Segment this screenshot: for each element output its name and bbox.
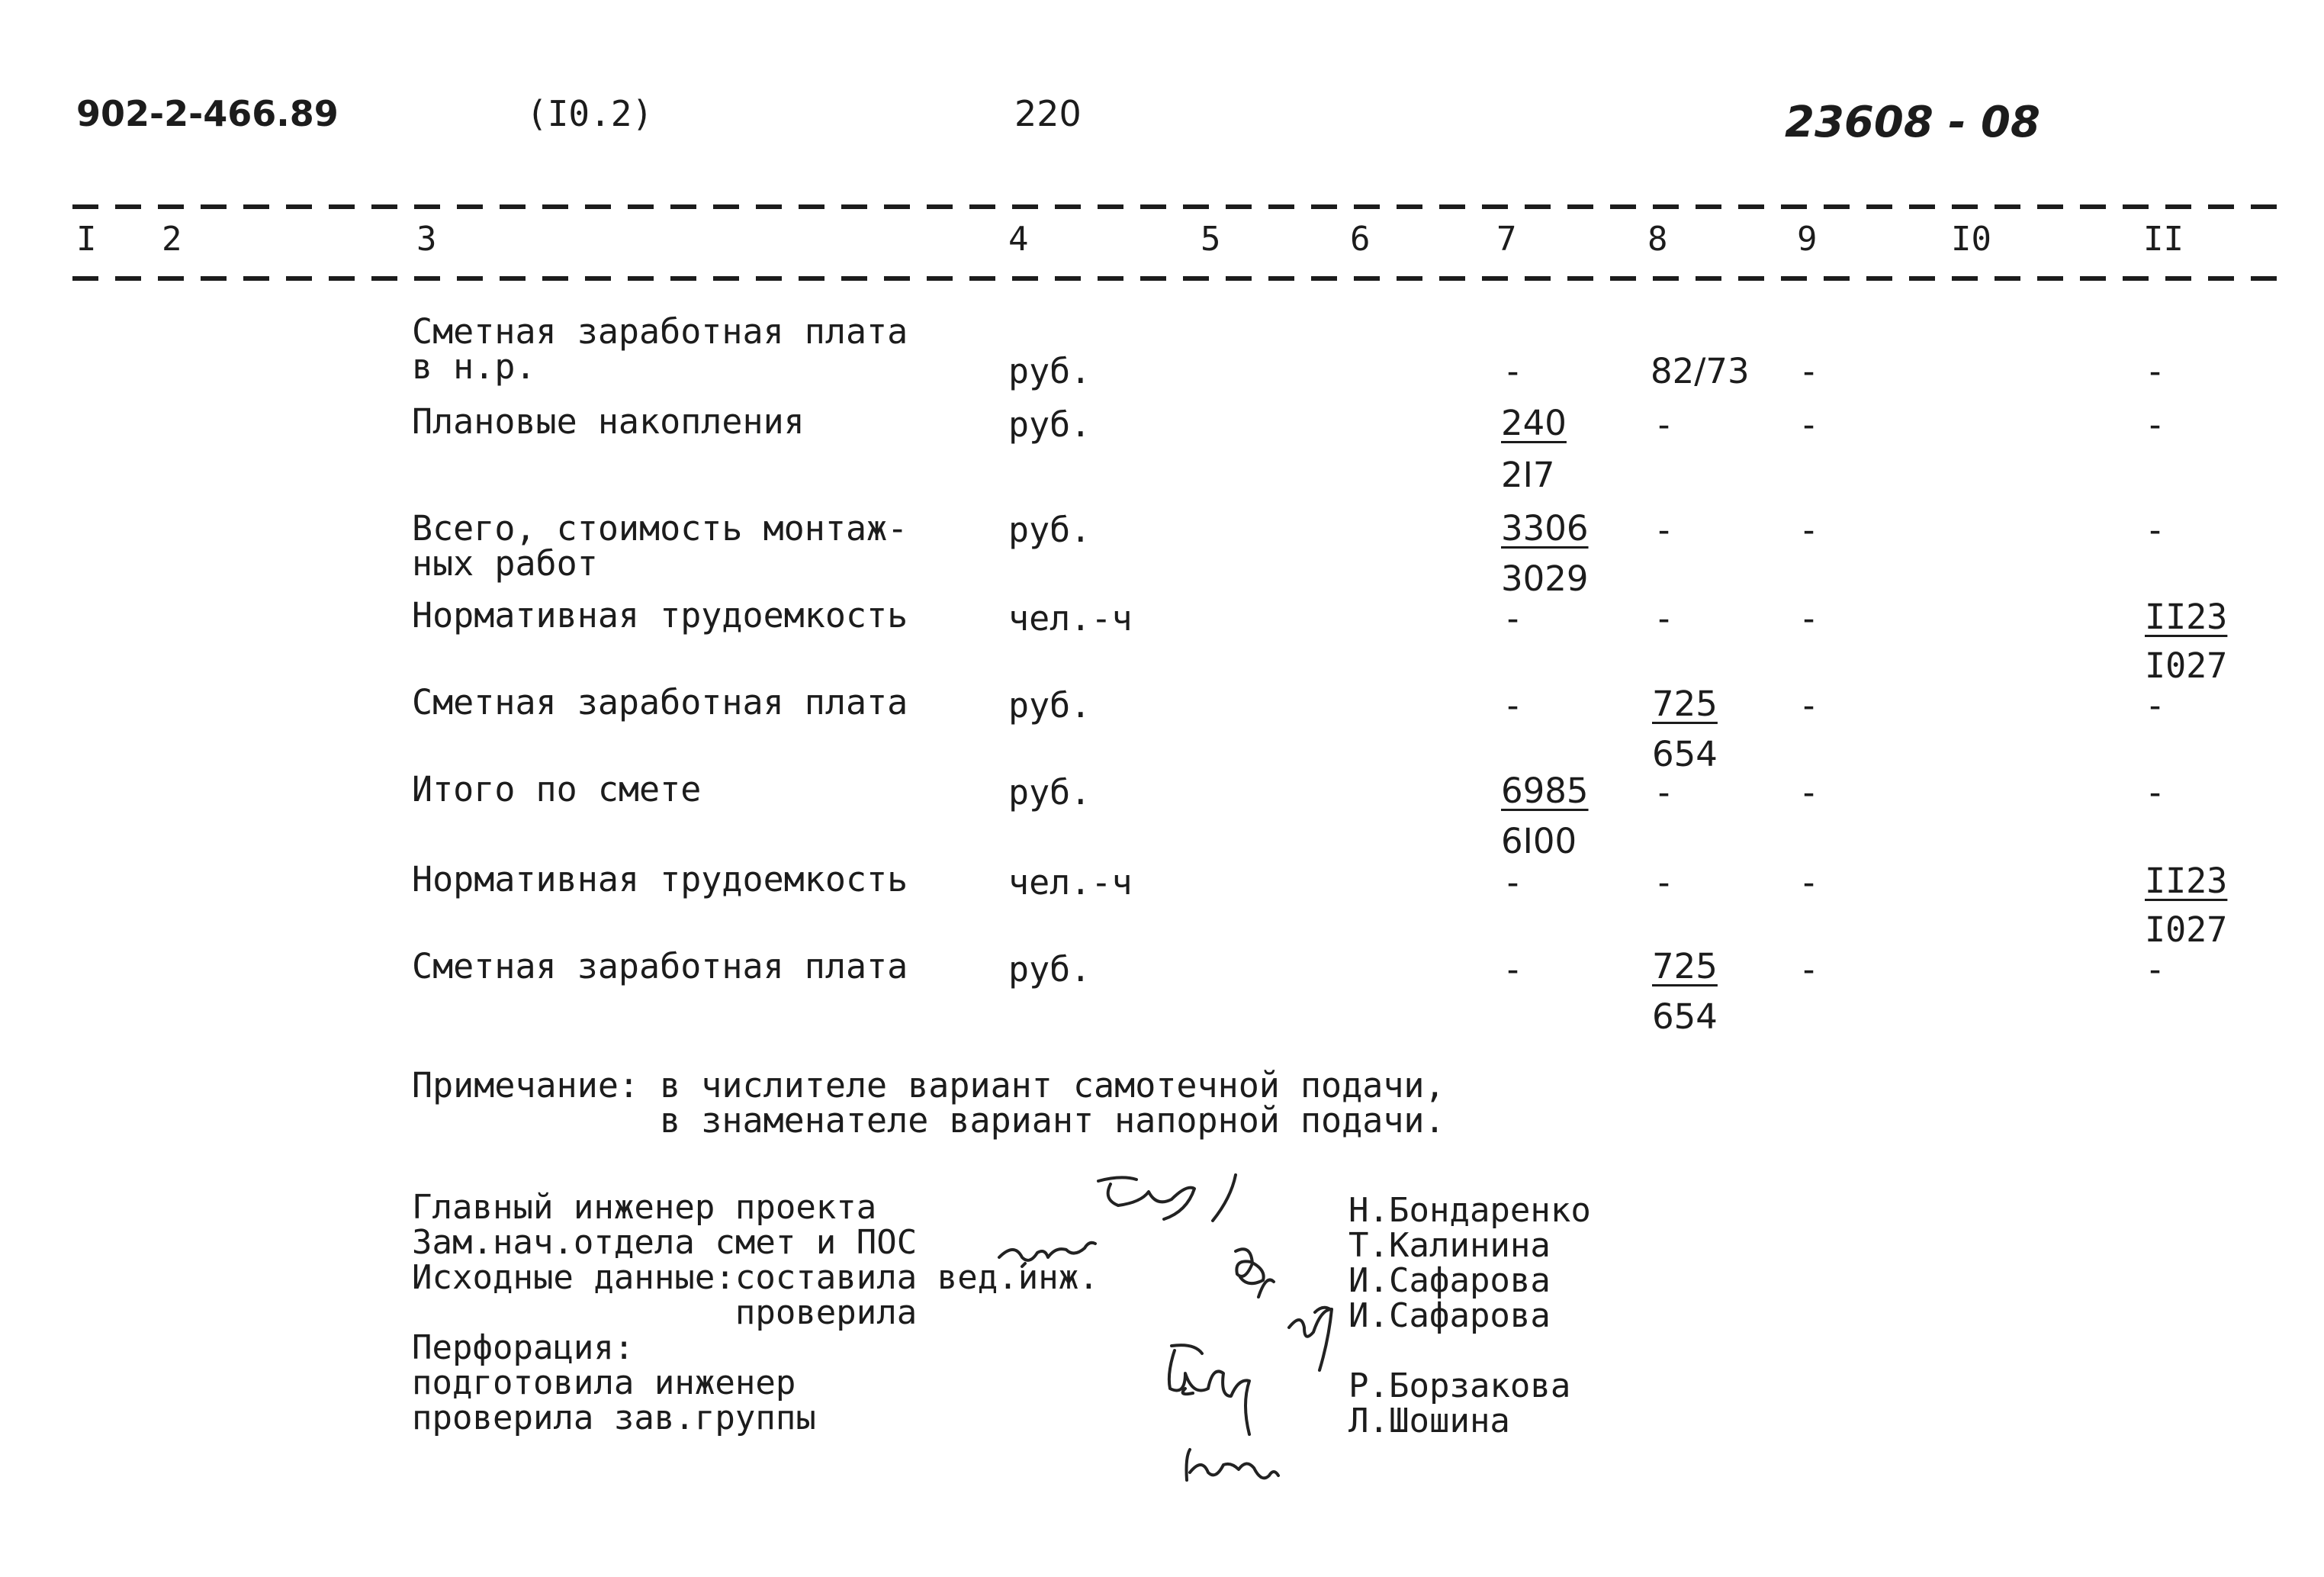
- col7-numerator: 6985: [1501, 771, 1589, 811]
- col11-cell: -: [2145, 685, 2166, 726]
- col8-cell: 82/73: [1651, 351, 1750, 391]
- col7-numerator: 240: [1501, 403, 1567, 443]
- col9-cell: -: [1798, 404, 1820, 445]
- column-5: 5: [1201, 220, 1221, 259]
- note-text: Примечание: в числителе вариант самотечной подачи, в знаменателе вариант напорной подачи.: [412, 1065, 1445, 1141]
- col8-numerator: 725: [1652, 684, 1718, 724]
- col11-cell: -: [2145, 404, 2166, 445]
- col8-cell: -: [1654, 862, 1675, 903]
- col9-cell: -: [1798, 598, 1820, 639]
- section-number: (I0.2): [526, 93, 654, 134]
- document-code: 902-2-466.89: [76, 93, 339, 134]
- col11-numerator: II23: [2145, 861, 2228, 901]
- signature-roles: Главный инженер проекта Зам.нач.отдела смет и ПОС Исходные данные:составила вед.инж. проверила Перфорация: подготовила инженер проверила зав.группы: [412, 1188, 1099, 1437]
- col8-numerator: 725: [1652, 946, 1718, 986]
- row-label: Сметная заработная плата в н.р.: [412, 311, 908, 387]
- column-6: 6: [1350, 220, 1371, 259]
- column-11: II: [2143, 220, 2184, 259]
- page-number: 220: [1014, 93, 1082, 134]
- col7-numerator: 3306: [1501, 508, 1589, 549]
- col11-cell: -: [2145, 510, 2166, 550]
- col8-denominator: 654: [1652, 734, 1718, 774]
- col8-denominator: 654: [1652, 996, 1718, 1037]
- col8-cell: -: [1654, 772, 1675, 813]
- column-10: I0: [1951, 220, 1991, 259]
- row-label: Плановые накопления: [412, 401, 805, 442]
- row-label: Сметная заработная плата: [412, 682, 908, 723]
- col7-cell: -: [1503, 862, 1524, 903]
- col7-cell: -: [1503, 351, 1524, 391]
- col8-cell: -: [1654, 598, 1675, 639]
- row-label: Итого по смете: [412, 769, 702, 809]
- col11-denominator: I027: [2145, 909, 2228, 950]
- unit-cell: руб.: [1008, 404, 1091, 445]
- col9-cell: -: [1798, 685, 1820, 726]
- column-1: I: [76, 220, 97, 259]
- col8-cell: -: [1654, 404, 1675, 445]
- column-3: 3: [416, 220, 437, 259]
- col9-cell: -: [1798, 351, 1820, 391]
- unit-cell: чел.-ч: [1008, 862, 1133, 903]
- row-label: Нормативная трудоемкость: [412, 595, 908, 636]
- stamp-number: 23608 - 08: [1785, 98, 2040, 147]
- row-label: Сметная заработная плата: [412, 946, 908, 986]
- column-4: 4: [1008, 220, 1029, 259]
- column-8: 8: [1647, 220, 1668, 259]
- col11-denominator: I027: [2145, 645, 2228, 686]
- col7-denominator: 3029: [1501, 558, 1589, 599]
- unit-cell: руб.: [1008, 949, 1091, 990]
- signature-names: Н.Бондаренко Т.Калинина И.Сафарова И.Сафарова Р.Борзакова Л.Шошина: [1348, 1191, 1591, 1440]
- col8-cell: -: [1654, 510, 1675, 550]
- col7-denominator: 6I00: [1501, 821, 1577, 861]
- col11-cell: -: [2145, 949, 2166, 990]
- row-label: Всего, стоимость монтаж- ных работ: [412, 508, 908, 584]
- col9-cell: -: [1798, 510, 1820, 550]
- unit-cell: руб.: [1008, 685, 1091, 726]
- col11-numerator: II23: [2145, 597, 2228, 637]
- unit-cell: руб.: [1008, 351, 1091, 391]
- unit-cell: чел.-ч: [1008, 598, 1133, 639]
- column-7: 7: [1496, 220, 1517, 259]
- col7-cell: -: [1503, 949, 1524, 990]
- column-9: 9: [1797, 220, 1818, 259]
- col7-cell: -: [1503, 598, 1524, 639]
- col7-cell: -: [1503, 685, 1524, 726]
- col11-cell: -: [2145, 351, 2166, 391]
- unit-cell: руб.: [1008, 772, 1091, 813]
- unit-cell: руб.: [1008, 510, 1091, 550]
- row-label: Нормативная трудоемкость: [412, 859, 908, 900]
- column-2: 2: [162, 220, 182, 259]
- col7-denominator: 2I7: [1501, 455, 1555, 495]
- col11-cell: -: [2145, 772, 2166, 813]
- col9-cell: -: [1798, 772, 1820, 813]
- col9-cell: -: [1798, 949, 1820, 990]
- col9-cell: -: [1798, 862, 1820, 903]
